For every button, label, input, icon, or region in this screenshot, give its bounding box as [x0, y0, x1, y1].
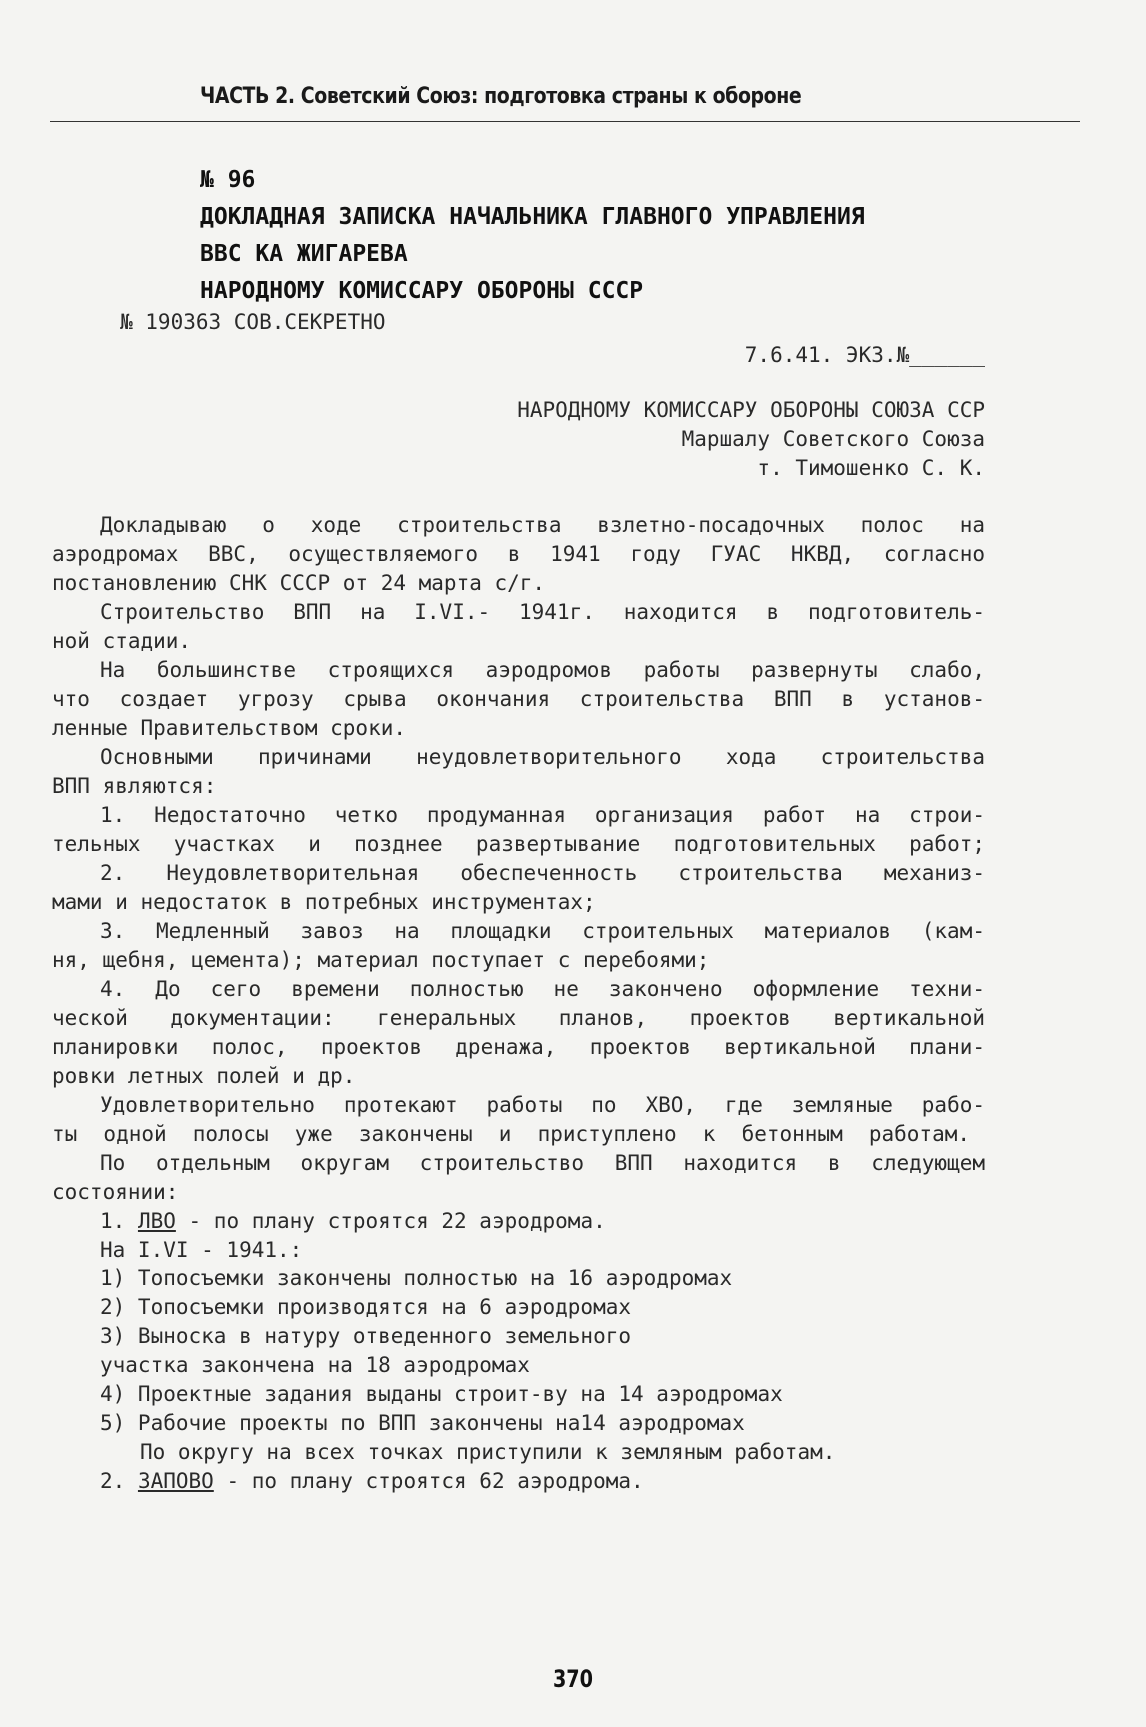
list-item: 2) Топосъемки производятся на 6 аэродромах	[100, 1295, 632, 1319]
title-line: НАРОДНОМУ КОМИССАРУ ОБОРОНЫ СССР	[200, 278, 644, 304]
body-line: состоянии:	[52, 1180, 179, 1204]
addressee-line: Маршалу Советского Союза	[681, 427, 985, 451]
running-header: ЧАСТЬ 2. Советский Союз: подготовка страны к обороне	[200, 84, 802, 109]
body-line: На большинстве строящихся аэродромов работы развернуты слабо,	[100, 658, 985, 682]
list-item: 4) Проектные задания выданы строит-ву на 14 аэродромах	[100, 1382, 783, 1406]
body-line: ВПП являются:	[52, 774, 217, 798]
body-line: 2. Неудовлетворительная обеспеченность строительства механиз-	[100, 861, 985, 885]
body-line: ня, щебня, цемента); материал поступает с перебоями;	[52, 948, 710, 972]
district-name: ЛВО	[137, 1209, 176, 1233]
body-line: ты одной полосы уже закончены и приступлено к бетонным работам.	[52, 1122, 970, 1146]
district-lvo-line	[100, 1207, 606, 1235]
body-line: По отдельным округам строительство ВПП находится в следующем	[100, 1151, 985, 1175]
document-title-block	[200, 162, 865, 310]
addressee-line: НАРОДНОМУ КОМИССАРУ ОБОРОНЫ СОЮЗА ССР	[517, 398, 985, 422]
body-line: что создает угрозу срыва окончания строительства ВПП в установ-	[52, 687, 985, 711]
district-plan: - по плану строятся 22 аэродрома.	[175, 1209, 606, 1233]
body-line: тельных участках и позднее развертывание подготовительных работ;	[52, 832, 985, 856]
body-line: 3. Медленный завоз на площадки строительных материалов (кам-	[100, 919, 985, 943]
body-line: Докладываю о ходе строительства взлетно-посадочных полос на	[100, 513, 985, 537]
registration-number: № 190363 СОВ.СЕКРЕТНО	[120, 310, 386, 334]
status-date: На I.VI - 1941.:	[100, 1238, 303, 1262]
district-plan: - по плану строятся 62 аэродрома.	[213, 1469, 644, 1493]
body-line: ленные Правительством сроки.	[52, 716, 407, 740]
page-number: 370	[552, 1665, 594, 1693]
district-summary: По округу на всех точках приступили к земляным работам.	[140, 1440, 836, 1464]
district-prefix: 1.	[100, 1209, 138, 1233]
body-line: планировки полос, проектов дренажа, проектов вертикальной плани-	[52, 1035, 985, 1059]
addressee-line: т. Тимошенко С. К.	[757, 456, 985, 480]
list-item: 3) Выноска в натуру отведенного земельного	[100, 1324, 632, 1348]
body-line: постановлению СНК СССР от 24 марта с/г.	[52, 571, 546, 595]
district-prefix: 2.	[100, 1469, 138, 1493]
document-number: № 96	[200, 167, 256, 193]
district-name: ЗАПОВО	[137, 1469, 214, 1493]
title-line: ДОКЛАДНАЯ ЗАПИСКА НАЧАЛЬНИКА ГЛАВНОГО УПРАВЛЕНИЯ	[200, 204, 865, 230]
body-line: аэродромах ВВС, осуществляемого в 1941 году ГУАС НКВД, согласно	[52, 542, 985, 566]
title-line: ВВС КА ЖИГАРЕВА	[200, 241, 408, 267]
list-item: 5) Рабочие проекты по ВПП закончены на14 аэродромах	[100, 1411, 745, 1435]
body-line: Основными причинами неудовлетворительного хода строительства	[100, 745, 985, 769]
list-item: 1) Топосъемки закончены полностью на 16 аэродромах	[100, 1266, 733, 1290]
district-zapovo-line	[100, 1467, 644, 1495]
body-line: 1. Недостаточно четко продуманная организация работ на строи-	[100, 803, 985, 827]
date-and-copy: 7.6.41. ЭКЗ.№______	[744, 343, 985, 367]
body-line: ческой документации: генеральных планов, проектов вертикальной	[52, 1006, 985, 1030]
body-line: ной стадии.	[52, 629, 192, 653]
list-item: участка закончена на 18 аэродромах	[100, 1353, 530, 1377]
body-line: ровки летных полей и др.	[52, 1064, 356, 1088]
body-line: мами и недостаток в потребных инструментах;	[52, 890, 596, 914]
body-line: Строительство ВПП на I.VI.- 1941г. находится в подготовитель-	[100, 600, 985, 624]
body-line: Удовлетворительно протекают работы по ХВО, где земляные рабо-	[100, 1093, 985, 1117]
body-line: 4. До сего времени полностью не закончено оформление техни-	[100, 977, 985, 1001]
header-rule	[50, 121, 1080, 122]
